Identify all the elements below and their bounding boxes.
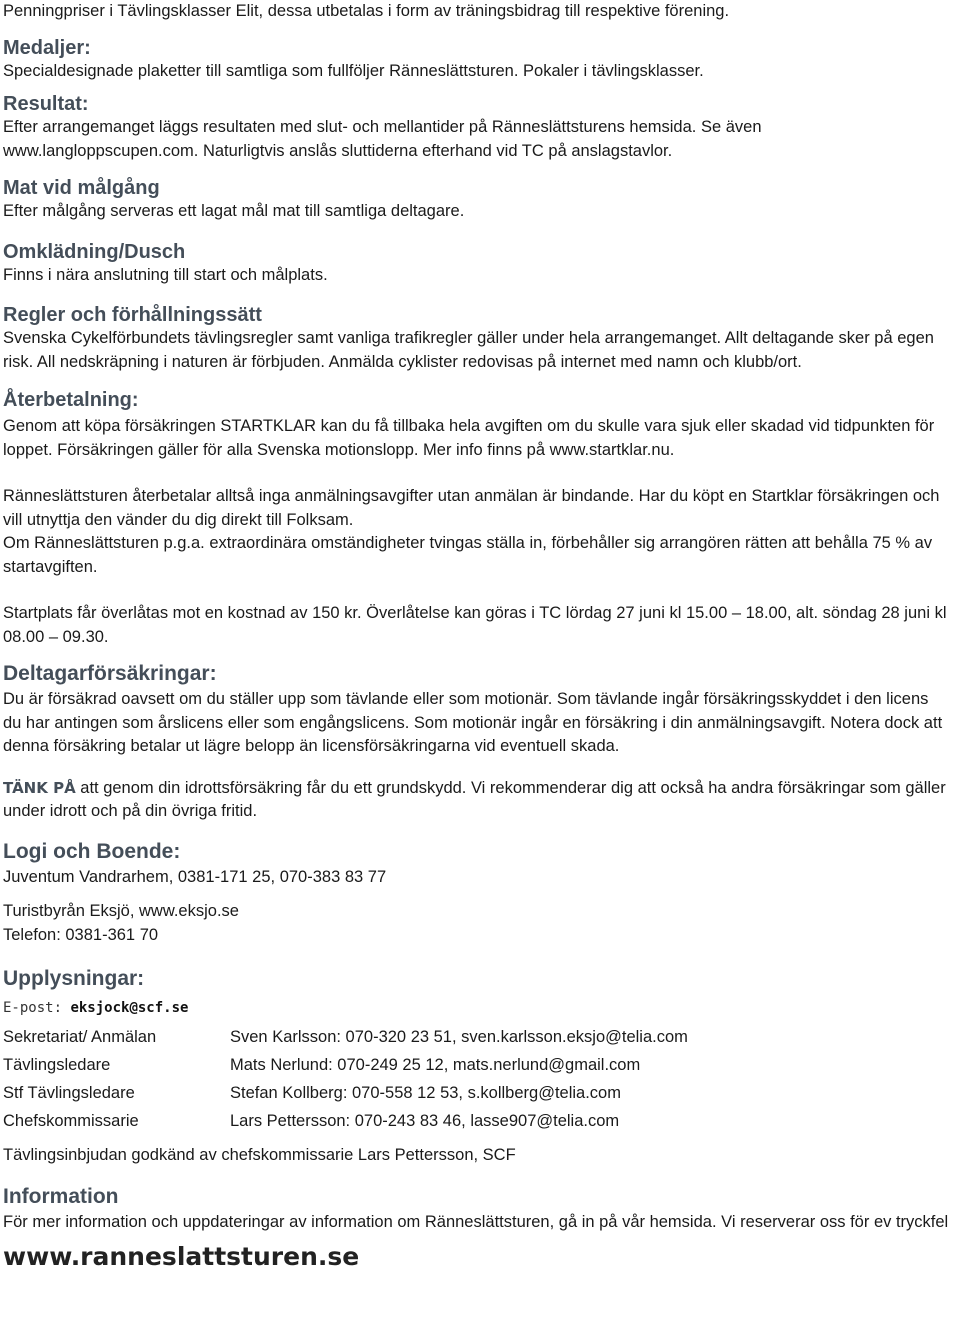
information-heading: Information bbox=[3, 1184, 119, 1208]
logi-telefon-text: Telefon: 0381-361 70 bbox=[3, 925, 159, 944]
contact-role: Tävlingsledare bbox=[3, 1056, 111, 1074]
contact-person: Mats Nerlund: 070-249 25 12, mats.nerlund@gmail.com bbox=[230, 1056, 641, 1074]
contact-list bbox=[3, 1026, 951, 1133]
regler-text: Svenska Cykelförbundets tävlingsregler samt vanliga trafikregler gäller under hela arrangemanget. Allt deltagande sker på egen risk. All nedskräpning i naturen är förbjuden. Anmälda cyklister redovisas på internet med namn och klubb/ort. bbox=[3, 329, 934, 371]
contact-role: Chefskommissarie bbox=[3, 1112, 139, 1130]
contact-role: Sekretariat/ Anmälan bbox=[3, 1028, 157, 1046]
omkladning-text: Finns i nära anslutning till start och målplats. bbox=[3, 265, 328, 284]
startplats-overlatelse-text: Startplats får överlåtas mot en kostnad av 150 kr. Överlåtelse kan göras i TC lördag 27 juni kl 15.00 – 18.00, alt. söndag 28 juni kl 08.00 – 09.30. bbox=[3, 604, 947, 646]
aterbetalning-startklar-text: Genom att köpa försäkringen STARTKLAR kan du få tillbaka hela avgiften om du skulle vara sjuk eller skadad vid tidpunkten för loppet. Försäkringen gäller för alla Svenska motionslopp. Mer info finns på www.startklar.nu. bbox=[3, 417, 935, 459]
tank-pa-text: att genom din idrottsförsäkring får du ett grundskydd. Vi rekommenderar dig att också ha andra försäkringar som gäller under idrott och på din övriga fritid. bbox=[3, 778, 946, 820]
logi-heading: Logi och Boende: bbox=[3, 839, 181, 863]
logi-turistbyra-text: Turistbyrån Eksjö, www.eksjo.se bbox=[3, 902, 239, 920]
aterbetalning-installt-text: Om Ränneslättsturen p.g.a. extraordinära omständigheter tvingas ställa in, förbehåller sig arrangören rätten att behålla 75 % av startavgiften. bbox=[3, 534, 933, 576]
approval-text: Tävlingsinbjudan godkänd av chefskommissarie Lars Pettersson, SCF bbox=[3, 1146, 516, 1164]
resultat-text: Efter arrangemanget läggs resultaten med slut- och mellantider på Ränneslättsturens hemsida. Se även www.langloppscupen.com. Naturligtvis anslås sluttiderna efterhand vid TC på anslagstavlor. bbox=[3, 118, 762, 160]
aterbetalning-bindande-text: Ränneslättsturen återbetalar alltså inga anmälningsavgifter utan anmälan är bindande. Har du köpt en Startklar försäkringen och vill utnyttja den vänder du dig direkt till Folksam. bbox=[3, 487, 940, 529]
medaljer-text: Specialdesignade plaketter till samtliga som fullföljer Ränneslättsturen. Pokaler i tävlingsklasser. bbox=[3, 61, 704, 80]
medaljer-heading: Medaljer: bbox=[3, 36, 91, 59]
mat-text: Efter målgång serveras ett lagat mål mat till samtliga deltagare. bbox=[3, 202, 465, 220]
deltagarforsakringar-text: Du är försäkrad oavsett om du ställer upp som tävlande eller som motionär. Som tävlande ingår försäkringsskyddet i den licens du har antingen som årslicens eller som engångslicens. Som motionär ingår en försäkring i din anmälningsavgift. Notera dock att denna försäkring betalar ut lägre belopp än licensförsäkringarna vid eventuell skada. bbox=[3, 690, 943, 755]
prize-money-text: Penningpriser i Tävlingsklasser Elit, dessa utbetalas i form av träningsbidrag till respektive förening. bbox=[3, 2, 730, 20]
resultat-heading: Resultat: bbox=[3, 93, 89, 115]
regler-heading: Regler och förhållningssätt bbox=[3, 304, 262, 326]
mat-heading: Mat vid målgång bbox=[3, 177, 160, 199]
contact-role: Stf Tävlingsledare bbox=[3, 1084, 135, 1102]
tank-pa-label: TÄNK PÅ bbox=[3, 778, 76, 797]
aterbetalning-heading: Återbetalning: bbox=[3, 389, 139, 411]
email-line bbox=[3, 997, 951, 1019]
information-text: För mer information och uppdateringar av information om Ränneslättsturen, gå in på vår hemsida. Vi reserverar oss för ev tryckfel bbox=[3, 1212, 949, 1231]
logi-vandrarhem-text: Juventum Vandrarhem, 0381-171 25, 070-383 83 77 bbox=[3, 867, 387, 886]
website-link[interactable]: www.ranneslattsturen.se bbox=[3, 1242, 360, 1271]
deltagarforsakringar-heading: Deltagarförsäkringar: bbox=[3, 662, 217, 685]
email-label: E-post: bbox=[3, 1000, 71, 1016]
contact-person: Stefan Kollberg: 070-558 12 53, s.kollberg@telia.com bbox=[230, 1084, 621, 1102]
tank-pa-paragraph bbox=[3, 777, 951, 824]
omkladning-heading: Omklädning/Dusch bbox=[3, 240, 186, 263]
upplysningar-heading: Upplysningar: bbox=[3, 967, 145, 990]
contact-person: Lars Pettersson: 070-243 83 46, lasse907@telia.com bbox=[230, 1112, 620, 1130]
contact-person: Sven Karlsson: 070-320 23 51, sven.karlsson.eksjo@telia.com bbox=[230, 1028, 688, 1046]
email-link[interactable]: eksjock@scf.se bbox=[70, 1000, 189, 1016]
